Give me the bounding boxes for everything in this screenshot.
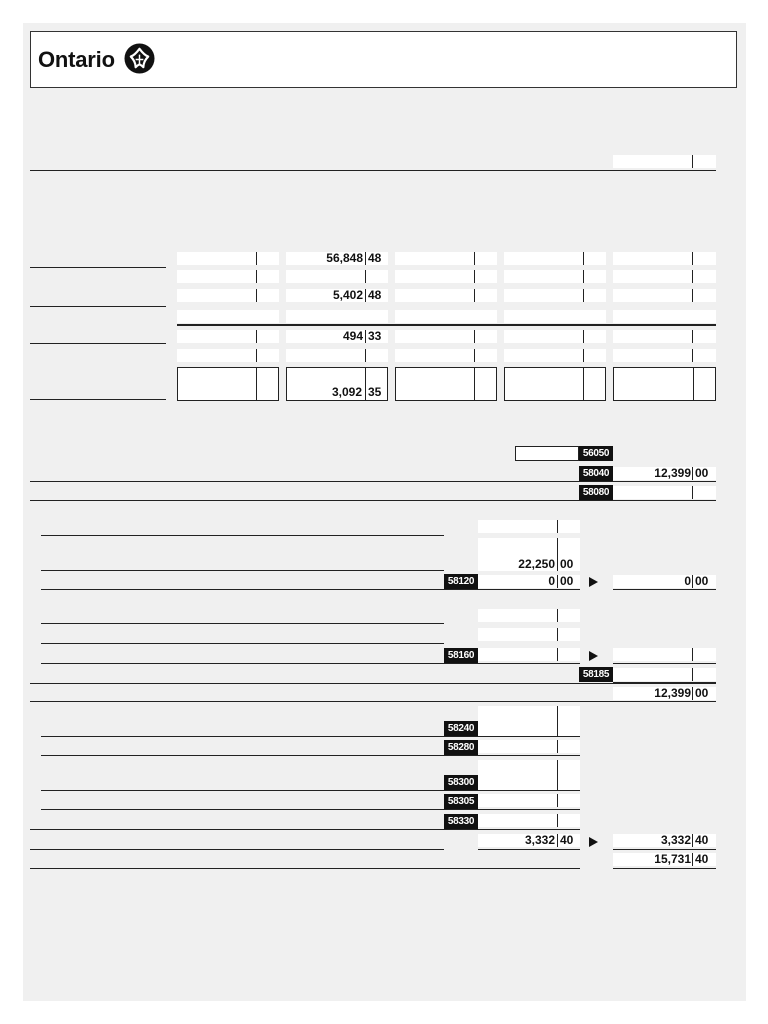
- header-banner: [30, 31, 737, 88]
- table-cell[interactable]: [504, 270, 606, 283]
- line-58040-cents: 00: [695, 466, 709, 480]
- line-58120-cents: 00: [560, 574, 574, 588]
- table-cell[interactable]: [613, 289, 716, 302]
- table-total-cell[interactable]: [286, 367, 388, 401]
- table-cell[interactable]: [613, 252, 716, 265]
- form-page: [23, 23, 746, 1001]
- rule: [41, 589, 580, 590]
- total-left-field[interactable]: [478, 834, 580, 847]
- line-58160-field[interactable]: [478, 648, 580, 661]
- table-cell[interactable]: [395, 310, 497, 323]
- ontario-logo-text: Ontario: [38, 47, 115, 72]
- line-58080-field[interactable]: [613, 486, 716, 499]
- rule: [613, 682, 716, 684]
- table-cell[interactable]: [504, 289, 606, 302]
- table-cell[interactable]: [286, 252, 388, 265]
- cell-dollars: 3,092: [331, 385, 362, 399]
- pre-58120-dollars: 22,250: [518, 557, 555, 571]
- grand-total-dollars: 15,731: [654, 852, 691, 866]
- arrow-right-icon: [589, 651, 598, 661]
- table-cell[interactable]: [395, 270, 497, 283]
- cell-dollars: 5,402: [332, 288, 363, 302]
- table-cell[interactable]: [286, 330, 388, 343]
- table-cell[interactable]: [395, 330, 497, 343]
- code-badge: 58300: [444, 775, 478, 790]
- code-badge: 56050: [579, 446, 613, 461]
- sub-field[interactable]: [478, 628, 580, 641]
- subtotal-cents: 00: [695, 686, 709, 700]
- code-badge: 58040: [579, 466, 613, 481]
- rule: [30, 170, 716, 171]
- subtotal-field[interactable]: [613, 687, 716, 700]
- line-58120-right-field[interactable]: [613, 575, 716, 588]
- table-total-cell[interactable]: [504, 367, 606, 401]
- rule: [41, 570, 444, 571]
- rule: [41, 809, 580, 810]
- top-right-field[interactable]: [613, 155, 716, 168]
- rule: [30, 829, 580, 830]
- rule: [613, 849, 716, 850]
- table-cell[interactable]: [504, 252, 606, 265]
- rule: [41, 623, 444, 624]
- line-58120-right-cents: 00: [695, 574, 709, 588]
- rule: [613, 663, 716, 664]
- code-badge: 58330: [444, 814, 478, 829]
- line-58185-field[interactable]: [613, 668, 716, 681]
- rule: [41, 643, 444, 644]
- table-cell[interactable]: [286, 289, 388, 302]
- sub-field[interactable]: [478, 520, 580, 533]
- line-58305-field[interactable]: [478, 794, 580, 807]
- sub-field[interactable]: [478, 706, 580, 736]
- code-badge: 58240: [444, 721, 478, 736]
- line-58120-right-dollars: 0: [684, 574, 691, 588]
- arrow-right-icon: [589, 837, 598, 847]
- table-cell[interactable]: [395, 252, 497, 265]
- line-58160-right-field[interactable]: [613, 648, 716, 661]
- sub-field[interactable]: [478, 760, 580, 790]
- line-58040-field[interactable]: [613, 467, 716, 480]
- total-right-dollars: 3,332: [660, 833, 691, 847]
- code-badge: 58185: [579, 667, 613, 682]
- row-label-line: [30, 306, 166, 307]
- table-cell[interactable]: [177, 330, 279, 343]
- arrow-right-icon: [589, 577, 598, 587]
- rule: [41, 736, 580, 737]
- table-total-cell[interactable]: [395, 367, 497, 401]
- trillium-icon: [124, 43, 155, 74]
- total-right-cents: 40: [695, 833, 709, 847]
- rule: [30, 701, 716, 702]
- rule: [30, 481, 716, 482]
- code-badge: 58305: [444, 794, 478, 809]
- rule: [41, 755, 580, 756]
- table-cell[interactable]: [504, 310, 606, 323]
- line-58120-dollars: 0: [548, 574, 555, 588]
- cell-cents: 35: [368, 385, 382, 399]
- subtotal-dollars: 12,399: [654, 686, 691, 700]
- cell-dollars: 56,848: [326, 251, 363, 265]
- sub-field[interactable]: [478, 609, 580, 622]
- line-56050-input[interactable]: [515, 446, 579, 461]
- table-total-cell[interactable]: [613, 367, 716, 401]
- table-cell[interactable]: [177, 349, 279, 362]
- table-cell[interactable]: [286, 270, 388, 283]
- table-cell[interactable]: [395, 349, 497, 362]
- code-badge: 58160: [444, 648, 478, 663]
- code-badge: 58080: [579, 485, 613, 500]
- table-cell[interactable]: [613, 349, 716, 362]
- rule: [41, 790, 580, 791]
- cell-cents: 33: [368, 329, 382, 343]
- table-separator: [177, 324, 716, 326]
- table-cell[interactable]: [613, 270, 716, 283]
- table-cell[interactable]: [177, 310, 279, 323]
- grand-total-field[interactable]: [613, 853, 716, 866]
- table-cell[interactable]: [504, 330, 606, 343]
- cell-dollars: 494: [342, 329, 363, 343]
- total-right-field[interactable]: [613, 834, 716, 847]
- row-label-line: [30, 267, 166, 268]
- pre-58120-cents: 00: [560, 557, 574, 571]
- line-58120-field[interactable]: [478, 575, 580, 588]
- grand-total-cents: 40: [695, 852, 709, 866]
- cell-cents: 48: [368, 251, 382, 265]
- table-cell[interactable]: [395, 289, 497, 302]
- rule: [30, 500, 716, 501]
- sub-field[interactable]: [478, 538, 580, 571]
- table-cell[interactable]: [286, 349, 388, 362]
- code-badge: 58280: [444, 740, 478, 755]
- code-badge: 58120: [444, 574, 478, 589]
- table-total-cell[interactable]: [177, 367, 279, 401]
- line-58040-dollars: 12,399: [654, 466, 691, 480]
- table-cell[interactable]: [613, 330, 716, 343]
- table-cell[interactable]: [613, 310, 716, 323]
- table-cell[interactable]: [286, 310, 388, 323]
- rule: [41, 535, 444, 536]
- table-cell[interactable]: [177, 252, 279, 265]
- rule: [478, 849, 580, 850]
- row-label-line: [30, 343, 166, 344]
- line-58330-field[interactable]: [478, 814, 580, 827]
- total-left-cents: 40: [560, 833, 574, 847]
- rule: [613, 868, 716, 869]
- table-cell[interactable]: [177, 270, 279, 283]
- rule: [30, 868, 580, 869]
- rule: [30, 849, 444, 850]
- rule: [41, 663, 580, 664]
- cell-cents: 48: [368, 288, 382, 302]
- table-cell[interactable]: [504, 349, 606, 362]
- rule: [613, 589, 716, 590]
- table-cell[interactable]: [177, 289, 279, 302]
- line-58280-field[interactable]: [478, 740, 580, 753]
- row-label-line: [30, 399, 166, 400]
- total-left-dollars: 3,332: [524, 833, 555, 847]
